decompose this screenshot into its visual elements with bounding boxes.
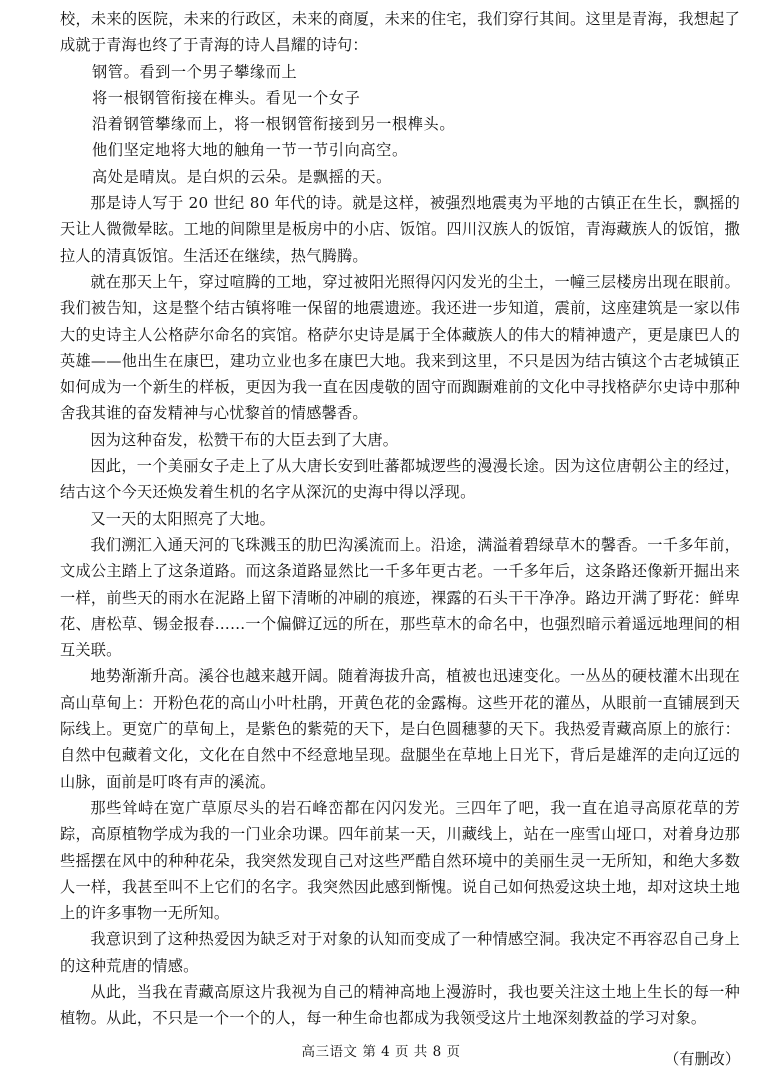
poem-line: 沿着钢管攀缘而上，将一根钢管衔接到另一根榫头。 — [92, 115, 456, 134]
paragraph: 我们溯汇入通天河的飞珠溅玉的肋巴沟溪流而上。沿途，满溢着碧绿草木的馨香。一千多年前，文成公主踏上了这条道路。而这条道路显然比一千多年更古老。一千多年后，这条路还像新开掘出来一样，前些天的雨水在泥路上留下清晰的冲刷的痕迹，裸露的石头干干净净。路边开满了野花：鲜卑花、唐松草、锡金报春……一个偏僻辽远的所在，那些草木的命名中，也强烈暗示着遥远地理间的相互关联。 — [60, 535, 740, 660]
poem-line: 将一根钢管衔接在榫头。看见一个女子 — [92, 88, 361, 107]
paragraph: 又一天的太阳照亮了大地。 — [90, 509, 276, 528]
page-footer: 高三语文 第 4 页 共 8 页 — [301, 1044, 461, 1060]
poem-line: 高处是晴岚。是白炽的云朵。是飘摇的天。 — [92, 167, 392, 186]
paragraph: 地势渐渐升高。溪谷也越来越开阔。随着海拔升高，植被也迅速变化。一丛丛的硬枝灌木出现在高山草甸上：开粉色花的高山小叶杜鹃，开黄色花的金露梅。这些开花的灌丛，从眼前一直铺展到天际线上。更宽广的草甸上，是紫色的紫菀的天下，是白色圆穗蓼的天下。我热爱青藏高原上的旅行：自然中包藏着文化，文化在自然中不经意地呈现。盘腿坐在草地上日光下，背后是雄浑的走向辽远的山脉，面前是叮咚有声的溪流。 — [60, 667, 740, 791]
intro-paragraph: 校，未来的医院，未来的行政区，未来的商厦，未来的住宅，我们穿行其间。这里是青海，我想起了成就于青海也终了于青海的诗人昌耀的诗句： — [60, 10, 740, 55]
paragraph: 那是诗人写于 20 世纪 80 年代的诗。就是这样，被强烈地震夷为平地的古镇正在生长，飘摇的天让人微微晕眩。工地的间隙里是板房中的小店、饭馆。四川汉族人的饭馆，青海藏族人的饭馆，撒拉人的清真饭馆。生活还在继续，热气腾腾。 — [60, 194, 740, 265]
poem-line: 他们坚定地将大地的触角一节一节引向高空。 — [92, 141, 408, 160]
paragraph: 就在那天上午，穿过喧腾的工地，穿过被阳光照得闪闪发光的尘土，一幢三层楼房出现在眼前。我们被告知，这是整个结古镇将唯一保留的地震遗迹。我还进一步知道，震前，这座建筑是一家以伟大的史诗主人公格萨尔命名的宾馆。格萨尔史诗是属于全体藏族人的伟大的精神遗产，更是康巴人的英雄——他出生在康巴，建功立业也多在康巴大地。我来到这里，不只是因为结古镇这个古老城镇正如何成为一个新生的样板，更因为我一直在因虔敬的固守而踟蹰难前的文化中寻找格萨尔史诗中那种舍我其谁的奋发精神与心忧黎首的情感馨香。 — [60, 272, 740, 423]
poem-block — [60, 59, 740, 190]
paragraph: 那些耸峙在宽广草原尽头的岩石峰峦都在闪闪发光。三四年了吧，我一直在追寻高原花草的芳踪，高原植物学成为我的一门业余功课。四年前某一天，川藏线上，站在一座雪山垭口，对着身边那些摇摆在风中的种种花朵，我突然发现自己对这些严酷自然环境中的美丽生灵一无所知，和绝大多数人一样，我甚至叫不上它们的名字。我突然因此感到惭愧。说自己如何热爱这块土地，却对这块土地上的许多事物一无所知。 — [60, 798, 740, 923]
poem-line: 钢管。看到一个男子攀缘而上 — [92, 62, 298, 81]
document-body — [60, 6, 740, 1072]
paragraph: 因为这种奋发，松赞干布的大臣去到了大唐。 — [90, 430, 399, 449]
paragraph: 我意识到了这种热爱因为缺乏对于对象的认知而变成了一种情感空洞。我决定不再容忍自己身上的这种荒唐的情感。 — [60, 930, 740, 975]
paragraph: 从此，当我在青藏高原这片我视为自己的精神高地上漫游时，我也要关注这土地上生长的每一种植物。从此，不只是一个一个的人，每一种生命也都成为我领受这片土地深刻教益的学习对象。 — [60, 982, 740, 1028]
edit-note: （有删改） — [664, 1049, 740, 1068]
paragraph: 因此，一个美丽女子走上了从大唐长安到吐蕃都城逻些的漫漫长途。因为这位唐朝公主的经过，结古这个今天还焕发着生机的名字从深沉的史海中得以浮现。 — [60, 457, 740, 502]
